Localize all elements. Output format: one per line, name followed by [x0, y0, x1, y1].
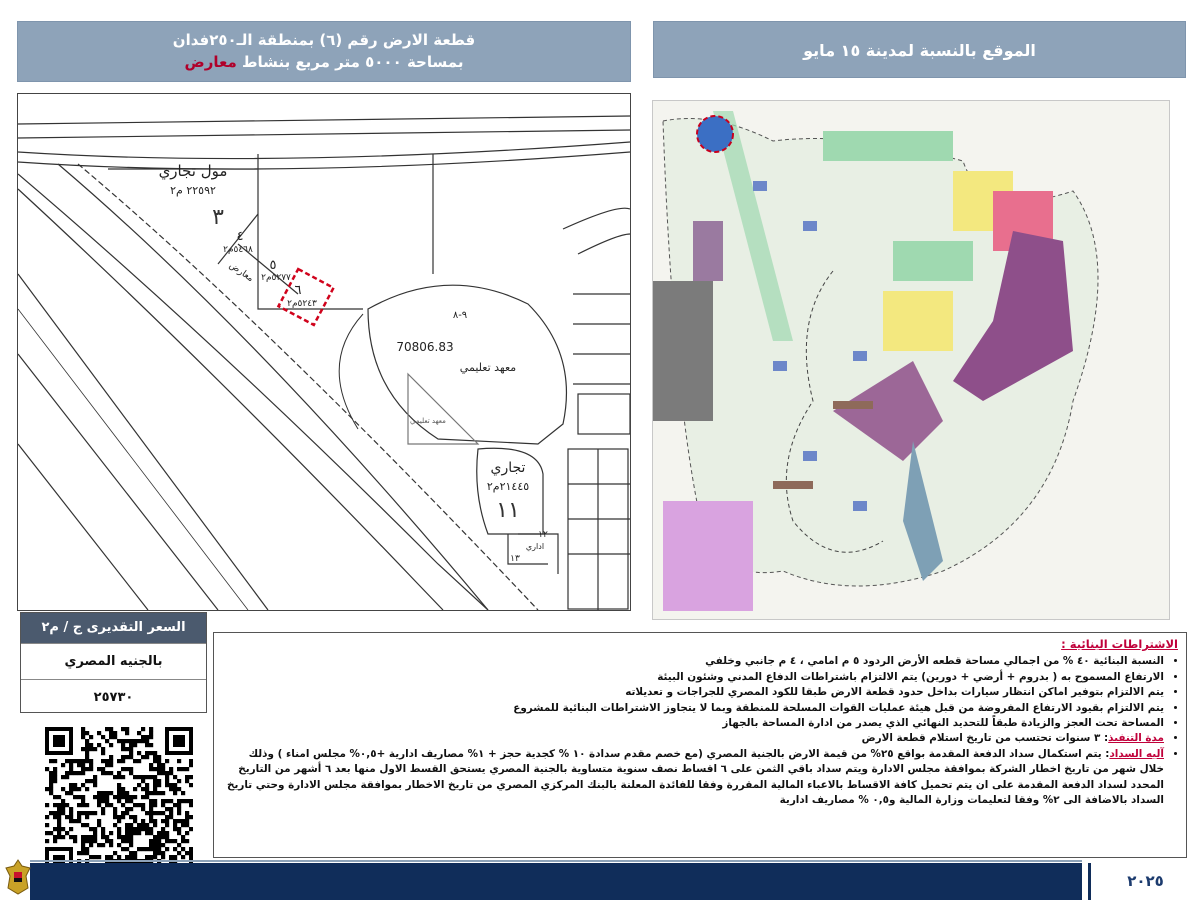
plot-area-text: بمساحة ٥٠٠٠ متر مربع بنشاط: [236, 53, 464, 71]
conditions-title: الاشتراطات البنائية :: [1061, 637, 1178, 651]
egypt-emblem-icon: [4, 858, 32, 896]
commercial-number: ١١: [496, 498, 520, 523]
duration-label: مدة التنفيذ: [1108, 732, 1164, 745]
admin-number-12: ١٢: [538, 530, 548, 540]
plot-site-map-drawing: [18, 94, 630, 610]
commercial-label: تجاري: [490, 460, 526, 476]
plot4-number: ٤: [236, 229, 244, 244]
big-plot-area: 70806.83: [396, 340, 454, 354]
plot-title-line2: [18, 51, 630, 73]
admin-label: اداري: [525, 542, 545, 551]
qr-code: [45, 727, 193, 875]
plot-title-line1: قطعة الارض رقم (٦) بمنطقة الـ٢٥٠فدان: [172, 31, 476, 49]
showroom-label: معارض: [227, 260, 256, 285]
footer-divider: [30, 860, 1082, 862]
educational-label: معهد تعليمي: [459, 361, 517, 374]
price-title: السعر التقديرى ج / م٢: [21, 613, 206, 643]
mall-number: ٣: [212, 205, 224, 230]
duration-text: : ٣ سنوات تحتسب من تاريخ استلام قطعة الارض: [861, 732, 1109, 745]
footer-year: ٢٠٢٥: [1088, 863, 1200, 900]
admin-number-13: ١٣: [510, 554, 520, 564]
lot-numbers: ٩-٨: [452, 310, 468, 321]
price-value: ٢٥٧٣٠: [21, 679, 206, 715]
plot6-number: ٦: [294, 283, 302, 298]
plot-title-header: [17, 21, 631, 82]
condition-item: • النسبة البنائية ٤٠ % من اجمالي مساحة قطعه الأرض الردود ٥ م امامي ، ٤ م جانبي وخلفي: [224, 654, 1164, 669]
mall-area: ٢٢٥٩٢ م٢: [170, 184, 216, 197]
plot6-area: ٥٢٤٣م٢: [287, 299, 317, 309]
plot5-area: ٥٢٧٧م٢: [261, 273, 291, 283]
duration-item: [224, 731, 1164, 746]
price-currency: بالجنيه المصري: [21, 643, 206, 679]
plot5-number: ٥: [269, 258, 277, 273]
plot-site-map: [17, 93, 631, 611]
plot-activity-text: معارض: [184, 53, 237, 71]
site-location-marker: [697, 116, 733, 152]
mall-label: مول تجاري: [158, 162, 228, 180]
commercial-area: ٢١٤٤٥م٢: [486, 480, 530, 493]
city-map-drawing: [653, 101, 1169, 619]
payment-item: [224, 747, 1164, 809]
educational-small-label: معهد تعليمي: [410, 417, 446, 425]
footer-bar: [30, 863, 1082, 900]
price-box: [20, 612, 207, 713]
condition-item: • المساحة تحت العجز والزيادة طبقاً للتحديد النهائي الذي يصدر من ادارة المساحة بالجهاز: [224, 716, 1164, 731]
payment-text: : يتم استكمال سداد الدفعة المقدمة بواقع ٢٥% من قيمة الارض بالجنية المصري (مع خصم مقدم سدادة ١٠ % كجدية حجز + ١% مصاريف ادارية +٠,٥% مجلس امناء ) وذلك خلال شهر من تاريخ اخطار الشركة بموافقة مجلس الادارة ويتم سداد باقي الثمن على ٦ اقساط نصف سنوية متساوية بالجنية المصري يستحق القسط الاول منها بعد ٦ أشهر من التاريخ المحدد لسداد الدفعة المقدمة على ان يتم تحميل كافة الاقساط بالاعباء المالية المقررة وفقا للفائدة المعلنة بالبنك المركزي المصري من تاريخ الاخطار بموافقة مجلس الادارة وحتي تاريخ السداد بالاضافة الى ٢% وفقا لتعليمات وزارة المالية و٠,٥ % مصاريف ادارية: [226, 747, 1164, 807]
condition-item: • الارتفاع المسموح به ( بدروم + أرضي + دورين) يتم الالتزام باشتراطات الدفاع المدني وشئون البيئة: [224, 670, 1164, 685]
location-title-header: الموقع بالنسبة لمدينة ١٥ مايو: [653, 21, 1186, 78]
payment-label: آليه السداد: [1109, 747, 1164, 760]
building-conditions-box: [213, 632, 1187, 858]
condition-item: • يتم الالتزام بقيود الارتفاع المفروضة من قبل هيئة عمليات القوات المسلحة للمنطقة وبما لا يتجاوز الاشتراطات البنائية للمشروع: [224, 701, 1164, 716]
qr-code-graphic: [45, 727, 193, 875]
conditions-list: [224, 654, 1178, 808]
city-location-map: [652, 100, 1170, 620]
plot4-area: ٥٤٦٨م٢: [223, 245, 253, 255]
condition-item: • يتم الالتزام بتوفير اماكن انتظار سيارات بداخل حدود قطعة الارض طبقا للكود المصري للجراجات و تعديلاته: [224, 685, 1164, 700]
